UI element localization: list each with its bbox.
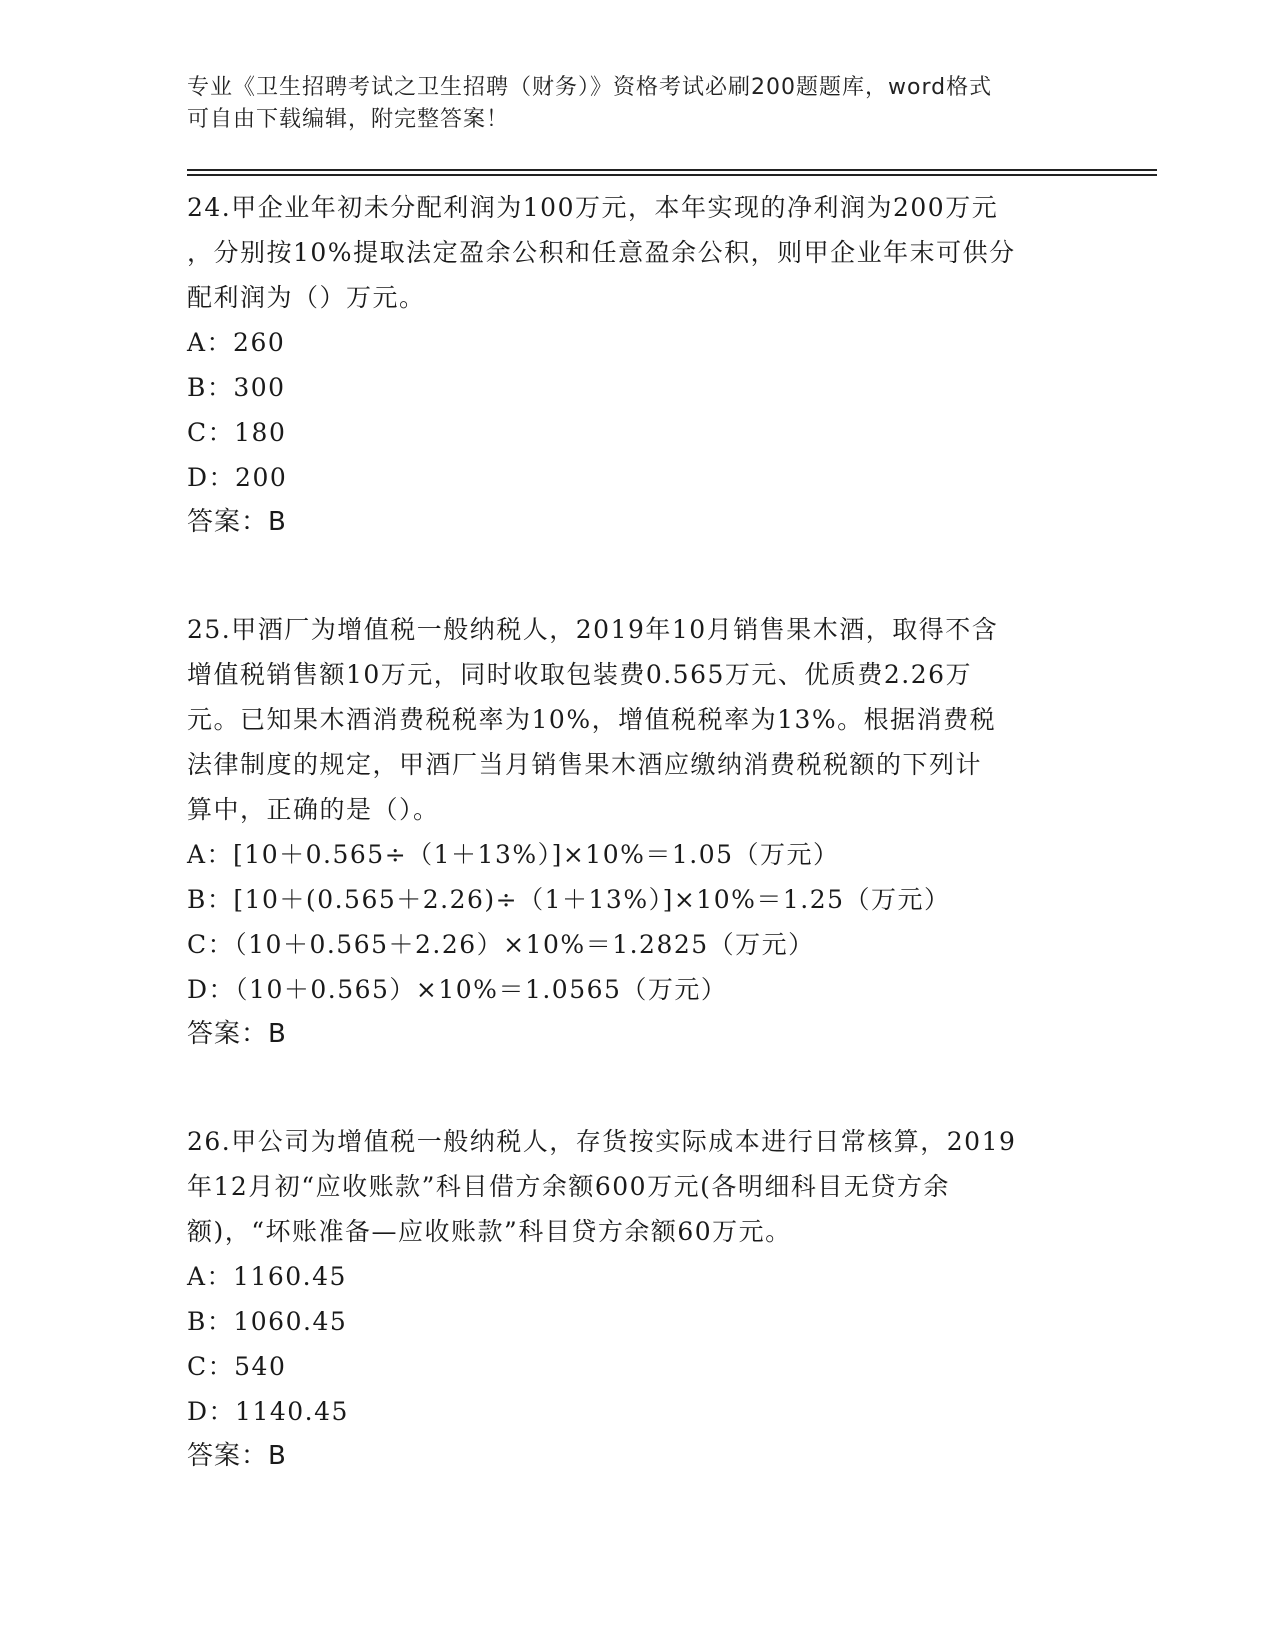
stem-line: 元。已知果木酒消费税税率为10%，增值税税率为13%。根据消费税 [187,705,997,734]
divider-line-top [187,169,1157,171]
option-d: D：1140.45 [187,1397,349,1426]
option-a: A：1160.45 [187,1262,347,1291]
question-stem [187,1119,1087,1254]
stem-line: ，分别按10%提取法定盈余公积和任意盈余公积，则甲企业年末可供分 [187,238,1016,267]
answer-label: 答案：B [187,1441,287,1471]
option-b: B：300 [187,373,286,402]
header-title-line-1: 专业《卫生招聘考试之卫生招聘（财务）》资格考试必刷200题题库，word格式 [187,75,993,100]
option-d: D：200 [187,463,288,492]
option-a: A：[10＋0.565÷（1＋13%）]×10%＝1.05（万元） [187,840,840,869]
stem-line: 24.甲企业年初未分配利润为100万元，本年实现的净利润为200万元 [187,193,999,222]
option-c: C：（10＋0.565＋2.26）×10%＝1.2825（万元） [187,930,815,959]
stem-line: 年12月初“应收账款”科目借方余额600万元(各明细科目无贷方余 [187,1172,950,1201]
question-stem [187,607,1087,832]
question-24 [187,185,1087,545]
option-b: B：[10＋(0.565＋2.26)÷（1＋13%）]×10%＝1.25（万元） [187,885,951,914]
stem-line: 26.甲公司为增值税一般纳税人，存货按实际成本进行日常核算，2019 [187,1127,1017,1156]
stem-line: 增值税销售额10万元，同时收取包装费0.565万元、优质费2.26万 [187,660,973,689]
header-title-line-2: 可自由下载编辑，附完整答案！ [187,107,510,132]
stem-line: 配利润为（）万元。 [187,283,426,312]
header-divider [187,169,1157,176]
document-page [187,72,1087,1479]
stem-line: 算中，正确的是（）。 [187,795,440,824]
stem-line: 法律制度的规定，甲酒厂当月销售果木酒应缴纳消费税税额的下列计 [187,750,983,779]
document-header [187,72,1087,136]
option-b: B：1060.45 [187,1307,348,1336]
stem-line: 额)，“坏账准备—应收账款”科目贷方余额60万元。 [187,1217,792,1246]
option-d: D：（10＋0.565）×10%＝1.0565（万元） [187,975,728,1004]
option-a: A：260 [187,328,286,357]
answer-label: 答案：B [187,507,287,537]
question-26 [187,1119,1087,1479]
option-c: C：180 [187,418,287,447]
answer-label: 答案：B [187,1019,287,1049]
stem-line: 25.甲酒厂为增值税一般纳税人，2019年10月销售果木酒，取得不含 [187,615,999,644]
divider-line-bottom [187,174,1157,176]
question-stem [187,185,1087,320]
option-c: C：540 [187,1352,287,1381]
question-25 [187,607,1087,1057]
